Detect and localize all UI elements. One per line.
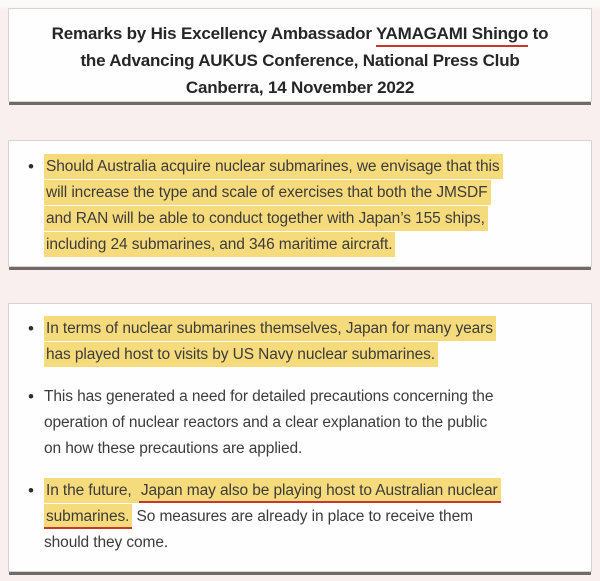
header-line-1-post: to [528, 24, 549, 43]
highlighted-text: will increase the type and scale of exercises that both the JMSDF [44, 180, 491, 205]
text-line [44, 180, 581, 206]
bullet-marker: • [28, 319, 34, 338]
text-line: This has generated a need for detailed precautions concerning the [44, 388, 494, 405]
quote-card-exercises [8, 140, 592, 267]
text-line [44, 504, 581, 530]
bullet-text [44, 478, 581, 556]
plain-text: So measures are already in place to receive them [132, 508, 473, 525]
header-line-3: Canberra, 14 November 2022 [185, 78, 415, 97]
highlighted-text: and RAN will be able to conduct together with Japan’s 155 ships, [44, 206, 488, 231]
highlighted-text: has played host to visits by US Navy nuclear submarines. [44, 342, 438, 367]
bullet-marker: • [28, 481, 34, 500]
header-line-2: the Advancing AUKUS Conference, National Press Club [80, 51, 520, 70]
bullet-item-future-hosting [9, 478, 581, 556]
text-line [44, 206, 581, 232]
header-line-1 [17, 20, 583, 47]
text-line: should they come. [44, 534, 169, 551]
text-line: on how these precautions are applied. [44, 440, 303, 457]
text-line [44, 478, 581, 504]
text-line [44, 316, 581, 342]
bullet-item-precautions [9, 384, 581, 462]
highlighted-text: including 24 submarines, and 346 maritime aircraft. [44, 232, 395, 257]
header-line-1-pre: Remarks by His Excellency Ambassador [51, 24, 376, 43]
highlighted-text: In the future, [44, 478, 139, 503]
highlighted-underlined-text: Japan may also be playing host to Australian nuclear [139, 478, 501, 503]
bullet-text [44, 154, 581, 258]
bullet-text [44, 384, 581, 462]
bullet-item-us-navy-visits [9, 316, 581, 368]
bullet-marker: • [28, 157, 34, 176]
speaker-name-underlined: YAMAGAMI Shingo [376, 24, 528, 47]
quote-card-submarine-visits [8, 303, 592, 572]
text-line [44, 342, 581, 368]
highlighted-text: Should Australia acquire nuclear submarines, we envisage that this [44, 154, 503, 179]
bullet-item-exercises [9, 154, 581, 258]
text-line: operation of nuclear reactors and a clear explanation to the public [44, 414, 488, 431]
highlighted-text: In terms of nuclear submarines themselves, Japan for many years [44, 316, 496, 341]
text-line [44, 232, 581, 258]
bullet-text [44, 316, 581, 368]
header-card [8, 8, 592, 102]
bullet-marker: • [28, 387, 34, 406]
highlighted-underlined-text: submarines. [44, 504, 132, 529]
text-line [44, 154, 581, 180]
